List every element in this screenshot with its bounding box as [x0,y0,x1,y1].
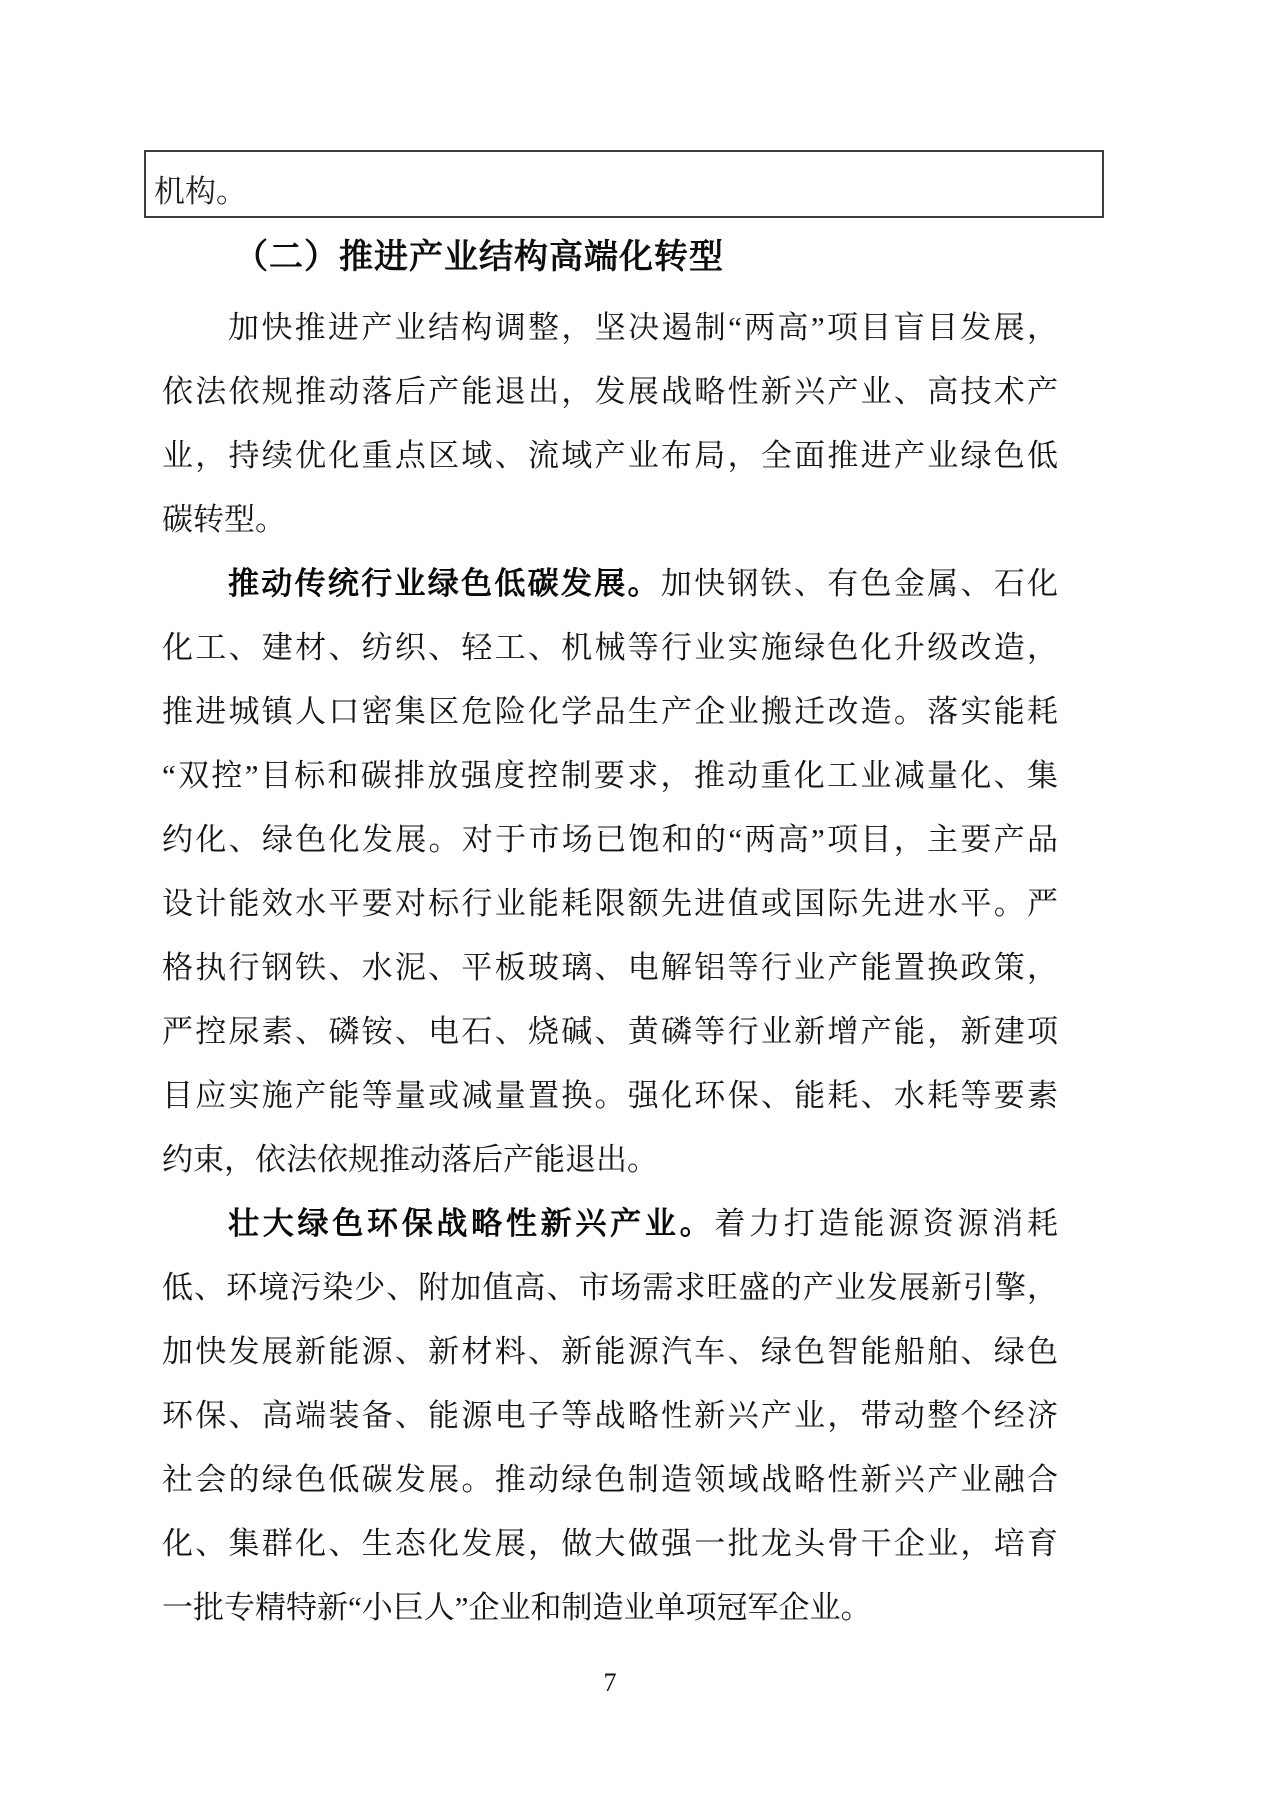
text-line [162,1512,1058,1576]
bold-lead-text: 推动传统行业绿色低碳发展。 [228,566,661,601]
body-text: 格执行钢铁、水泥、平板玻璃、电解铝等行业产能置换政策， [162,950,1058,985]
text-line [162,1064,1058,1128]
text-line [162,488,1058,552]
body-text: 加快发展新能源、新材料、新能源汽车、绿色智能船舶、绿色 [162,1334,1058,1369]
text-line [162,1192,1058,1256]
body-text: 环保、高端装备、能源电子等战略性新兴产业，带动整个经济 [162,1398,1058,1433]
text-line [162,296,1058,360]
text-line [162,1000,1058,1064]
body-text: “双控”目标和碳排放强度控制要求，推动重化工业减量化、集 [162,758,1058,793]
text-line [162,616,1058,680]
text-line [162,1320,1058,1384]
body-text: 着力打造能源资源消耗 [714,1206,1059,1241]
text-line [162,424,1058,488]
text-line [162,1576,1058,1640]
body-lines [162,296,1058,1640]
body-text: 加快推进产业结构调整，坚决遏制“两高”项目盲目发展， [228,310,1058,345]
body-text: 低、环境污染少、附加值高、市场需求旺盛的产业发展新引擎， [162,1270,1058,1305]
text-line [162,360,1058,424]
body-text: 约束，依法依规推动落后产能退出。 [162,1142,658,1177]
text-line [162,808,1058,872]
text-line [162,1128,1058,1192]
text-line [162,680,1058,744]
text-line [162,1256,1058,1320]
body-text: 目应实施产能等量或减量置换。强化环保、能耗、水耗等要素 [162,1078,1058,1113]
text-line [162,1384,1058,1448]
body-text: 加快钢铁、有色金属、石化 [660,566,1059,601]
text-line [162,552,1058,616]
body-text: 设计能效水平要对标行业能耗限额先进值或国际先进水平。严 [162,886,1058,921]
carryover-box-text: 机构。 [154,174,247,209]
carryover-box [144,150,1104,218]
body-text: 化、集群化、生态化发展，做大做强一批龙头骨干企业，培育 [162,1526,1058,1561]
body-text: 约化、绿色化发展。对于市场已饱和的“两高”项目，主要产品 [162,822,1058,857]
page-number: 7 [603,1668,617,1697]
body-text: 业，持续优化重点区域、流域产业布局，全面推进产业绿色低 [162,438,1058,473]
text-line [162,1448,1058,1512]
body-text: 推进城镇人口密集区危险化学品生产企业搬迁改造。落实能耗 [162,694,1058,729]
body-text: 社会的绿色低碳发展。推动绿色制造领域战略性新兴产业融合 [162,1462,1058,1497]
body-text: 碳转型。 [162,502,286,537]
body-text: 化工、建材、纺织、轻工、机械等行业实施绿色化升级改造， [162,630,1058,665]
bold-lead-text: 壮大绿色环保战略性新兴产业。 [228,1206,715,1241]
text-column [162,226,1058,1640]
text-line [162,744,1058,808]
text-line [162,872,1058,936]
text-line [162,936,1058,1000]
body-text: 依法依规推动落后产能退出，发展战略性新兴产业、高技术产 [162,374,1058,409]
section-heading: （二）推进产业结构高端化转型 [234,239,724,276]
body-text: 严控尿素、磷铵、电石、烧碱、黄磷等行业新增产能，新建项 [162,1014,1058,1049]
body-text: 一批专精特新“小巨人”企业和制造业单项冠军企业。 [162,1590,872,1625]
